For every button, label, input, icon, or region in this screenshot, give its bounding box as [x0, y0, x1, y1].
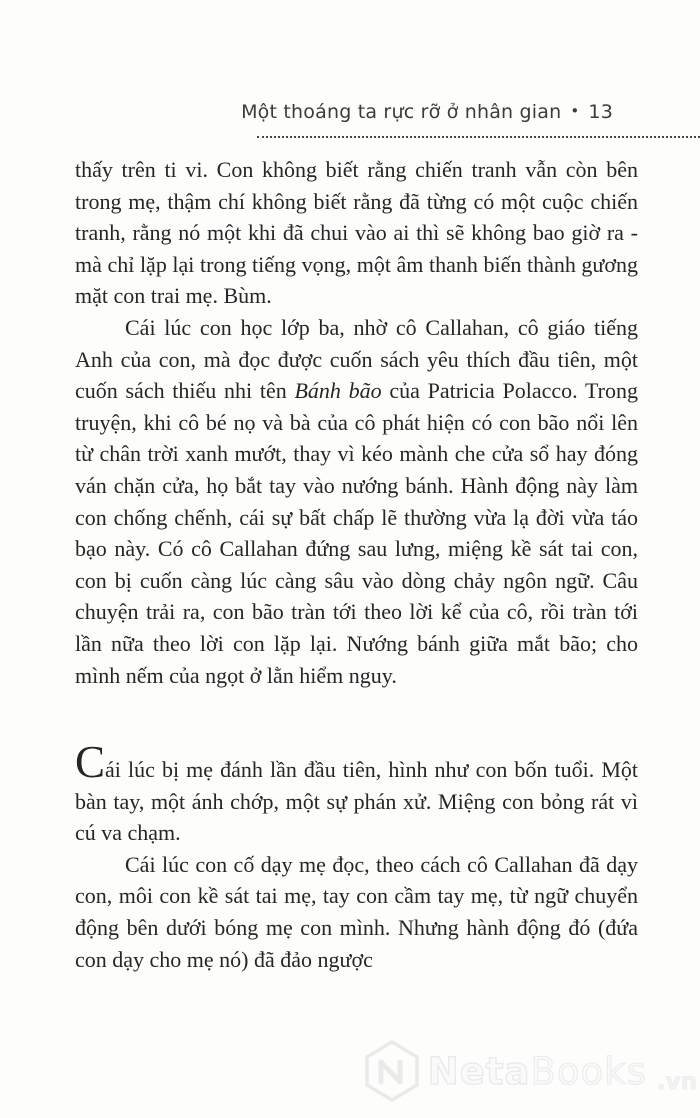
paragraph-text: Cái lúc con học lớp ba, nhờ cô Callahan, cô giáo tiếng Anh của con, mà đọc được cuốn sách yêu thích đầu tiên, một cuốn sách thiếu nhi tên — [75, 314, 638, 404]
paragraph-text: Cái lúc con cố dạy mẹ đọc, theo cách cô Callahan đã dạy con, môi con kề sát tai mẹ, tay con cầm tay mẹ, từ ngữ chuyển động bên dưới bóng mẹ con mình. Nhưng hành động đó (đứa con dạy cho mẹ nó) đã đảo ngược — [75, 851, 638, 972]
watermark-tld: .vn — [656, 1069, 697, 1095]
running-title: Một thoáng ta rực rỡ ở nhân gian — [241, 101, 562, 123]
section-break — [75, 737, 638, 975]
paragraph-with-initial-cap — [75, 737, 638, 849]
netabooks-watermark — [364, 1040, 697, 1102]
header-dotted-rule — [257, 136, 700, 138]
paragraph-text: của Patricia Polacco. Trong truyện, khi cô bé nọ và bà của cô phát hiện có con bão nổi lên từ chân trời xanh mướt, thay vì kéo mành che cửa sổ hay đóng ván chặn cửa, họ bắt tay vào nướng bánh. Hành động này làm con chống chếnh, cái sự bất chấp lẽ thường vừa lạ đời vừa táo bạo này. Có cô Callahan đứng sau lưng, miệng kề sát tai con, con bị cuốn càng lúc càng sâu vào dòng chảy ngôn ngữ. Câu chuyện trải ra, con bão tràn tới theo lời kể của cô, rồi tràn tới lần nữa theo lời con lặp lại. Nướng bánh giữa mắt bão; cho mình nếm của ngọt ở lằn hiểm nguy. — [75, 378, 638, 688]
body-text — [75, 154, 638, 975]
watermark-brand-books: Books — [530, 1049, 647, 1093]
paragraph-continuation — [75, 154, 638, 312]
book-title-italic: Bánh bão — [294, 378, 382, 404]
watermark-brand — [428, 1050, 647, 1093]
running-header — [241, 101, 613, 123]
paragraph-text: thấy trên ti vi. Con không biết rằng chiến tranh vẫn còn bên trong mẹ, thậm chí không biết rằng đã từng có một cuộc chiến tranh, rằng nó một khi đã chui vào ai thì sẽ không bao giờ ra - mà chỉ lặp lại trong tiếng vọng, một âm thanh biến thành gương mặt con trai mẹ. Bùm. — [75, 157, 638, 309]
header-bullet-separator: • — [570, 102, 580, 120]
paragraph — [75, 312, 638, 691]
netabooks-logo-icon — [364, 1040, 420, 1102]
paragraph-text: ái lúc bị mẹ đánh lần đầu tiên, hình như con bốn tuổi. Một bàn tay, một ánh chớp, một sự phán xử. Miệng con bỏng rát vì cú va chạm. — [75, 757, 638, 846]
paragraph — [75, 849, 638, 975]
initial-cap: C — [75, 737, 106, 788]
page-number: 13 — [588, 101, 613, 123]
watermark-brand-neta: Neta — [427, 1049, 531, 1093]
